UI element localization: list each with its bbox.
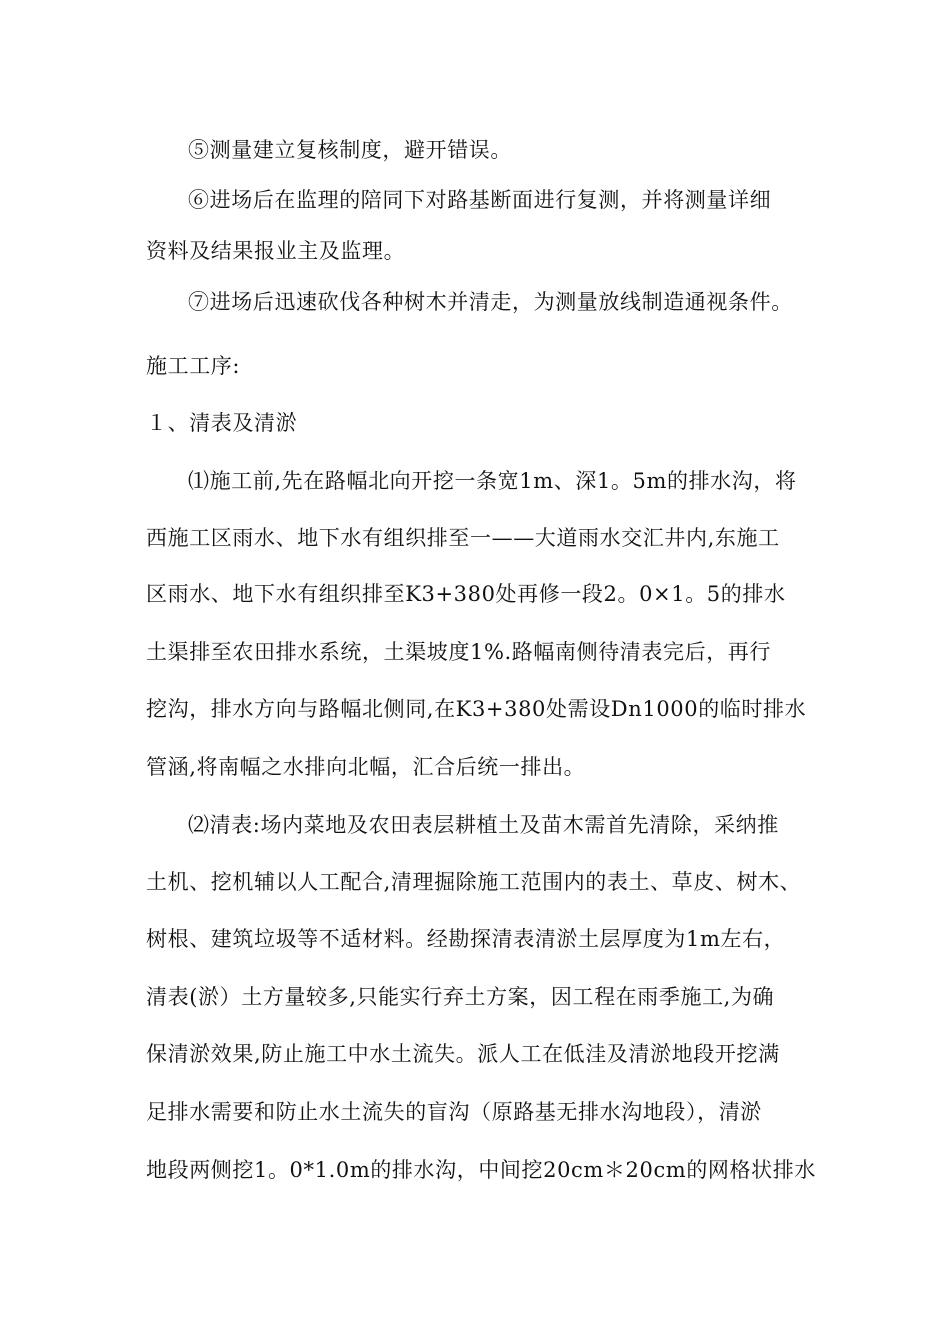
paragraph-1-line: 挖沟，排水方向与路幅北侧同,在K3+380处需设Dn1000的临时排水 [146,697,807,721]
paragraph-2-line: ⑵清表:场内菜地及农田表层耕植土及苗木需首先清除，采纳推 [188,813,779,837]
text-line-item-6-cont: 资料及结果报业主及监理。 [146,239,406,263]
paragraph-1-line: 土渠排至农田排水系统，土渠坡度1%.路幅南侧待清表完后，再行 [146,640,771,664]
paragraph-2-line: 保清淤效果,防止施工中水土流失。派人工在低洼及清淤地段开挖满 [146,1042,780,1066]
text-line-item-6: ⑥进场后在监理的陪同下对路基断面进行复测，并将测量详细 [188,188,772,212]
paragraph-2-line: 清表(淤）土方量较多,只能实行弃土方案，因工程在雨季施工,为确 [146,985,775,1009]
subsection-heading: １、清表及清淤 [146,411,298,435]
paragraph-1-line: 区雨水、地下水有组织排至K3+380处再修一段2。0×1。5的排水 [146,582,786,606]
text-line-item-7: ⑦进场后迅速砍伐各种树木并清走，为测量放线制造通视条件。 [188,290,793,314]
paragraph-2-line: 地段两侧挖1。0*1.0m的排水沟，中间挖20cm＊20cm的网格状排水 [146,1158,816,1182]
paragraph-2-line: 树根、建筑垃圾等不适材料。经勘探清表清淤土层厚度为1m左右， [146,927,786,951]
paragraph-2-line: 土机、挖机辅以人工配合,清理掘除施工范围内的表土、草皮、树木、 [146,870,802,894]
paragraph-2-line: 足排水需要和防止水土流失的盲沟（原路基无排水沟地段），清淤 [146,1100,762,1124]
paragraph-1-line: ⑴施工前,先在路幅北向开挖一条宽1m、深1。5m的排水沟，将 [188,469,797,493]
paragraph-1-line: 管涵,将南幅之水排向北幅，汇合后统一排出。 [146,755,586,779]
paragraph-1-line: 西施工区雨水、地下水有组织排至一——大道雨水交汇井内,东施工 [146,526,780,550]
section-heading: 施工工序: [146,354,241,378]
text-line-item-5: ⑤测量建立复核制度，避开错误。 [188,138,512,162]
